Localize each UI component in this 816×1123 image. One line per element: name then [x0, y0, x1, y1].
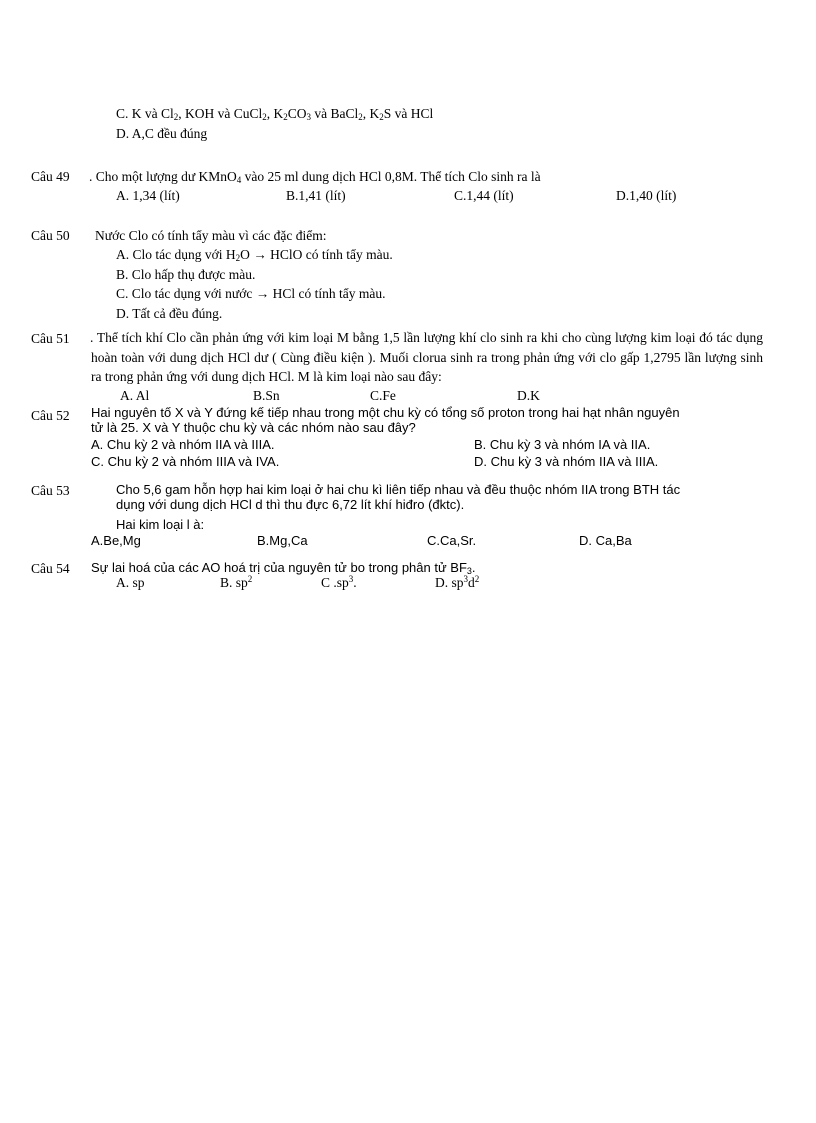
- q53-number: Câu 53: [31, 483, 70, 498]
- q53-option-c: C.Ca,Sr.: [427, 533, 477, 548]
- q49-option-b: B.1,41 (lít): [286, 188, 346, 203]
- q49-number: Câu 49: [31, 169, 70, 184]
- q54-option-d: D. $sp^3d^2$: [435, 574, 480, 590]
- q50-option-d: D. Tất cả đều đúng.: [116, 306, 223, 321]
- q53-question-line1: Cho 5,6 gam hỗn hợp hai kim loại ở hai chu kì liên tiếp nhau và đều thuộc nhóm IIA trong BTH tác: [116, 482, 681, 497]
- q54-option-a: A. sp: [116, 575, 145, 590]
- q51-option-d: D.K: [517, 388, 540, 403]
- q50-option-c: C. Clo tác dụng với nước → HCl có tính tẩy màu.: [116, 286, 386, 301]
- q54-question: Sự lai hoá của các AO hoá trị của nguyên tử bo trong phân tử $BF_3$.: [91, 560, 476, 576]
- q48-option-c: C. K và $Cl_2$, KOH và CuCl$_2$, $K_2CO_3$ và BaCl$_2$, $K_2S$ và HCl: [116, 106, 434, 122]
- q51-number: Câu 51: [31, 331, 70, 346]
- q51-option-c: C.Fe: [370, 388, 396, 403]
- q49-option-d: D.1,40 (lít): [616, 188, 677, 203]
- q49-question: . Cho một lượng dư KMnO$_4$ vào 25 ml dung dịch HCl 0,8M. Thể tích Clo sinh ra là: [89, 169, 541, 185]
- q53-question-line2: dụng với dung dịch HCl d thì thu đực 6,72 lít khí hiđro (đktc).: [116, 497, 465, 512]
- q50-option-b: B. Clo hấp thụ được màu.: [116, 267, 256, 282]
- q52-option-a: A. Chu kỳ 2 và nhóm IIA và IIIA.: [91, 437, 275, 452]
- q52-option-b: B. Chu kỳ 3 và nhóm IA và IIA.: [474, 437, 651, 452]
- q50-question: Nước Clo có tính tẩy màu vì các đặc điểm:: [95, 228, 327, 243]
- q52-number: Câu 52: [31, 408, 70, 423]
- q49-option-a: A. 1,34 (lít): [116, 188, 180, 203]
- q53-question-line3: Hai kim loại l à:: [116, 517, 205, 532]
- q50-number: Câu 50: [31, 228, 70, 243]
- q51-option-b: B.Sn: [253, 388, 280, 403]
- q49-option-c: C.1,44 (lít): [454, 188, 514, 203]
- q52-option-d: D. Chu kỳ 3 và nhóm IIA và IIIA.: [474, 454, 659, 469]
- q52-option-c: C. Chu kỳ 2 và nhóm IIIA và IVA.: [91, 454, 280, 469]
- q54-option-b: B. $sp^2$: [220, 574, 253, 590]
- q53-option-b: B.Mg,Ca: [257, 533, 308, 548]
- q53-option-a: A.Be,Mg: [91, 533, 141, 548]
- q54-option-c: C $.sp^3$.: [321, 574, 357, 590]
- q54-number: Câu 54: [31, 561, 70, 576]
- q52-question-line2: tử là 25. X và Y thuộc chu kỳ và các nhóm nào sau đây?: [91, 420, 416, 435]
- q52-question-line1: Hai nguyên tố X và Y đứng kế tiếp nhau trong một chu kỳ có tổng số proton trong hai hạt nhân nguyên: [91, 405, 680, 420]
- q50-option-a: A. Clo tác dụng với $H_2O$ → HClO có tính tẩy màu.: [116, 247, 393, 263]
- q51-question: . Thể tích khí Clo cần phản ứng với kim loại M bằng 1,5 lần lượng khí clo sinh ra khi cho cùng lượng kim loại đó tác dụng hoàn toàn với dung dịch HCl dư ( Cùng điều kiện ). Muối clorua sinh ra trong phản ứng với clo gấp 1,2795 lần lượng sinh ra trong phản ứng với dung dịch HCl. M là kim loại nào sau đây:: [90, 330, 763, 384]
- q48-option-d: D. A,C đều đúng: [116, 126, 208, 141]
- q53-option-d: D. Ca,Ba: [579, 533, 632, 548]
- q51-option-a: A. Al: [120, 388, 150, 403]
